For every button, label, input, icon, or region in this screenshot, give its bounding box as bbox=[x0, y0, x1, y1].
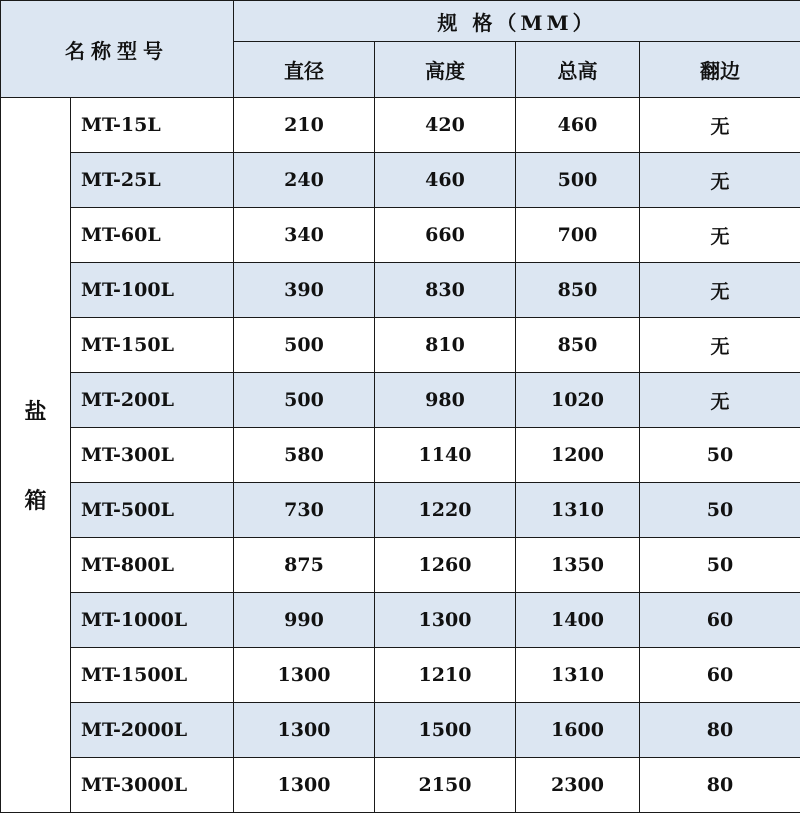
table-row bbox=[1, 483, 800, 538]
column-header-diameter: 直径 bbox=[234, 42, 375, 98]
flange-cell: 无 bbox=[640, 263, 800, 318]
table-row bbox=[1, 98, 800, 153]
height-cell: 1500 bbox=[375, 703, 516, 758]
table-row bbox=[1, 538, 800, 593]
model-cell: MT-2000L bbox=[71, 703, 234, 758]
diameter-cell: 390 bbox=[234, 263, 375, 318]
total-height-cell: 1310 bbox=[516, 648, 640, 703]
total-height-cell: 1020 bbox=[516, 373, 640, 428]
table-row bbox=[1, 263, 800, 318]
table-row bbox=[1, 428, 800, 483]
model-cell: MT-1000L bbox=[71, 593, 234, 648]
height-cell: 1300 bbox=[375, 593, 516, 648]
height-cell: 1210 bbox=[375, 648, 516, 703]
diameter-cell: 240 bbox=[234, 153, 375, 208]
total-height-cell: 1400 bbox=[516, 593, 640, 648]
height-cell: 460 bbox=[375, 153, 516, 208]
diameter-cell: 210 bbox=[234, 98, 375, 153]
flange-cell: 无 bbox=[640, 318, 800, 373]
table-row bbox=[1, 153, 800, 208]
total-height-cell: 1310 bbox=[516, 483, 640, 538]
model-cell: MT-500L bbox=[71, 483, 234, 538]
total-height-cell: 1350 bbox=[516, 538, 640, 593]
category-char: 箱 bbox=[1, 484, 70, 515]
diameter-cell: 1300 bbox=[234, 648, 375, 703]
model-cell: MT-15L bbox=[71, 98, 234, 153]
model-cell: MT-300L bbox=[71, 428, 234, 483]
flange-cell: 50 bbox=[640, 428, 800, 483]
flange-cell: 无 bbox=[640, 373, 800, 428]
flange-cell: 无 bbox=[640, 153, 800, 208]
diameter-cell: 1300 bbox=[234, 703, 375, 758]
model-cell: MT-100L bbox=[71, 263, 234, 318]
height-cell: 660 bbox=[375, 208, 516, 263]
flange-cell: 80 bbox=[640, 703, 800, 758]
total-height-cell: 1600 bbox=[516, 703, 640, 758]
model-cell: MT-3000L bbox=[71, 758, 234, 813]
total-height-cell: 700 bbox=[516, 208, 640, 263]
height-cell: 980 bbox=[375, 373, 516, 428]
total-height-cell: 850 bbox=[516, 263, 640, 318]
category-cell bbox=[1, 98, 71, 813]
height-cell: 1260 bbox=[375, 538, 516, 593]
diameter-cell: 990 bbox=[234, 593, 375, 648]
total-height-cell: 1200 bbox=[516, 428, 640, 483]
diameter-cell: 500 bbox=[234, 318, 375, 373]
table-row bbox=[1, 373, 800, 428]
name-model-header: 名称型号 bbox=[1, 1, 234, 98]
model-cell: MT-150L bbox=[71, 318, 234, 373]
flange-cell: 60 bbox=[640, 648, 800, 703]
height-cell: 1140 bbox=[375, 428, 516, 483]
total-height-cell: 500 bbox=[516, 153, 640, 208]
flange-cell: 60 bbox=[640, 593, 800, 648]
table-row bbox=[1, 648, 800, 703]
diameter-cell: 875 bbox=[234, 538, 375, 593]
model-cell: MT-60L bbox=[71, 208, 234, 263]
spec-group-header: 规 格（MM） bbox=[234, 1, 800, 42]
flange-cell: 80 bbox=[640, 758, 800, 813]
diameter-cell: 580 bbox=[234, 428, 375, 483]
table-row bbox=[1, 593, 800, 648]
diameter-cell: 340 bbox=[234, 208, 375, 263]
diameter-cell: 1300 bbox=[234, 758, 375, 813]
model-cell: MT-200L bbox=[71, 373, 234, 428]
height-cell: 830 bbox=[375, 263, 516, 318]
flange-cell: 50 bbox=[640, 483, 800, 538]
flange-cell: 50 bbox=[640, 538, 800, 593]
height-cell: 810 bbox=[375, 318, 516, 373]
column-header-total-height: 总高 bbox=[516, 42, 640, 98]
total-height-cell: 460 bbox=[516, 98, 640, 153]
total-height-cell: 850 bbox=[516, 318, 640, 373]
model-cell: MT-25L bbox=[71, 153, 234, 208]
table-row bbox=[1, 208, 800, 263]
column-header-height: 高度 bbox=[375, 42, 516, 98]
height-cell: 420 bbox=[375, 98, 516, 153]
column-header-flange: 翻边 bbox=[640, 42, 800, 98]
diameter-cell: 730 bbox=[234, 483, 375, 538]
height-cell: 2150 bbox=[375, 758, 516, 813]
diameter-cell: 500 bbox=[234, 373, 375, 428]
category-char: 盐 bbox=[1, 395, 70, 426]
flange-cell: 无 bbox=[640, 208, 800, 263]
flange-cell: 无 bbox=[640, 98, 800, 153]
model-cell: MT-1500L bbox=[71, 648, 234, 703]
table-row bbox=[1, 318, 800, 373]
height-cell: 1220 bbox=[375, 483, 516, 538]
table-row bbox=[1, 703, 800, 758]
model-cell: MT-800L bbox=[71, 538, 234, 593]
table-row bbox=[1, 758, 800, 813]
total-height-cell: 2300 bbox=[516, 758, 640, 813]
